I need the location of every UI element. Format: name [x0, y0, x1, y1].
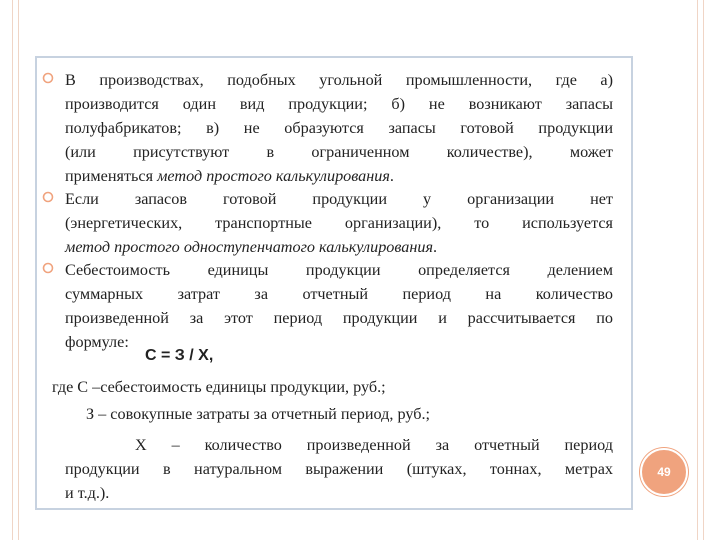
circle-outline-icon — [41, 71, 55, 85]
text-line: Если запасов готовой продукции у организации нет — [65, 190, 613, 208]
circle-outline-icon — [41, 261, 55, 275]
text-line: продукции в натуральном выражении (штуках, тоннах, метрах — [65, 460, 613, 478]
text-line: (или присутствуют в ограниченном количестве), может — [65, 143, 613, 161]
text-fragment: применяться — [65, 167, 158, 185]
bullet-2-text — [65, 187, 613, 259]
where-z-text: З – совокупные затраты за отчетный период, руб.; — [86, 405, 430, 423]
formula: С = З / Х, — [145, 347, 214, 364]
page-number-badge — [640, 448, 688, 496]
circle-outline-icon — [41, 190, 55, 204]
text-line: Себестоимость единицы продукции определяется делением — [65, 261, 613, 279]
bullet-1-text — [65, 68, 613, 188]
text-fragment: формуле: — [65, 333, 129, 351]
text-line: суммарных затрат за отчетный период на количество — [65, 285, 613, 303]
text-line — [65, 164, 613, 188]
text-line — [65, 235, 613, 259]
text-line: производится один вид продукции; б) не возникают запасы — [65, 95, 613, 113]
method-name: метод простого калькулирования — [157, 167, 390, 185]
where-x-text — [65, 433, 613, 505]
text-line: Х – количество произведенной за отчетный период — [135, 436, 613, 454]
text-line: и т.д.). — [65, 484, 110, 502]
text-line: произведенной за этот период продукции и рассчитывается по — [65, 309, 613, 327]
where-c-text: где С –себестоимость единицы продукции, руб.; — [52, 378, 386, 396]
text-line: В производствах, подобных угольной промышленности, где а) — [65, 71, 613, 89]
text-line: (энергетических, транспортные организации), то используется — [65, 214, 613, 232]
bullet-3-text — [65, 258, 613, 354]
text-fragment: . — [433, 238, 438, 256]
page-number: 49 — [657, 465, 671, 479]
method-name: метод простого одноступенчатого калькулирования — [65, 238, 434, 256]
text-line: полуфабрикатов; в) не образуются запасы готовой продукции — [65, 119, 613, 137]
text-fragment: . — [389, 167, 394, 185]
